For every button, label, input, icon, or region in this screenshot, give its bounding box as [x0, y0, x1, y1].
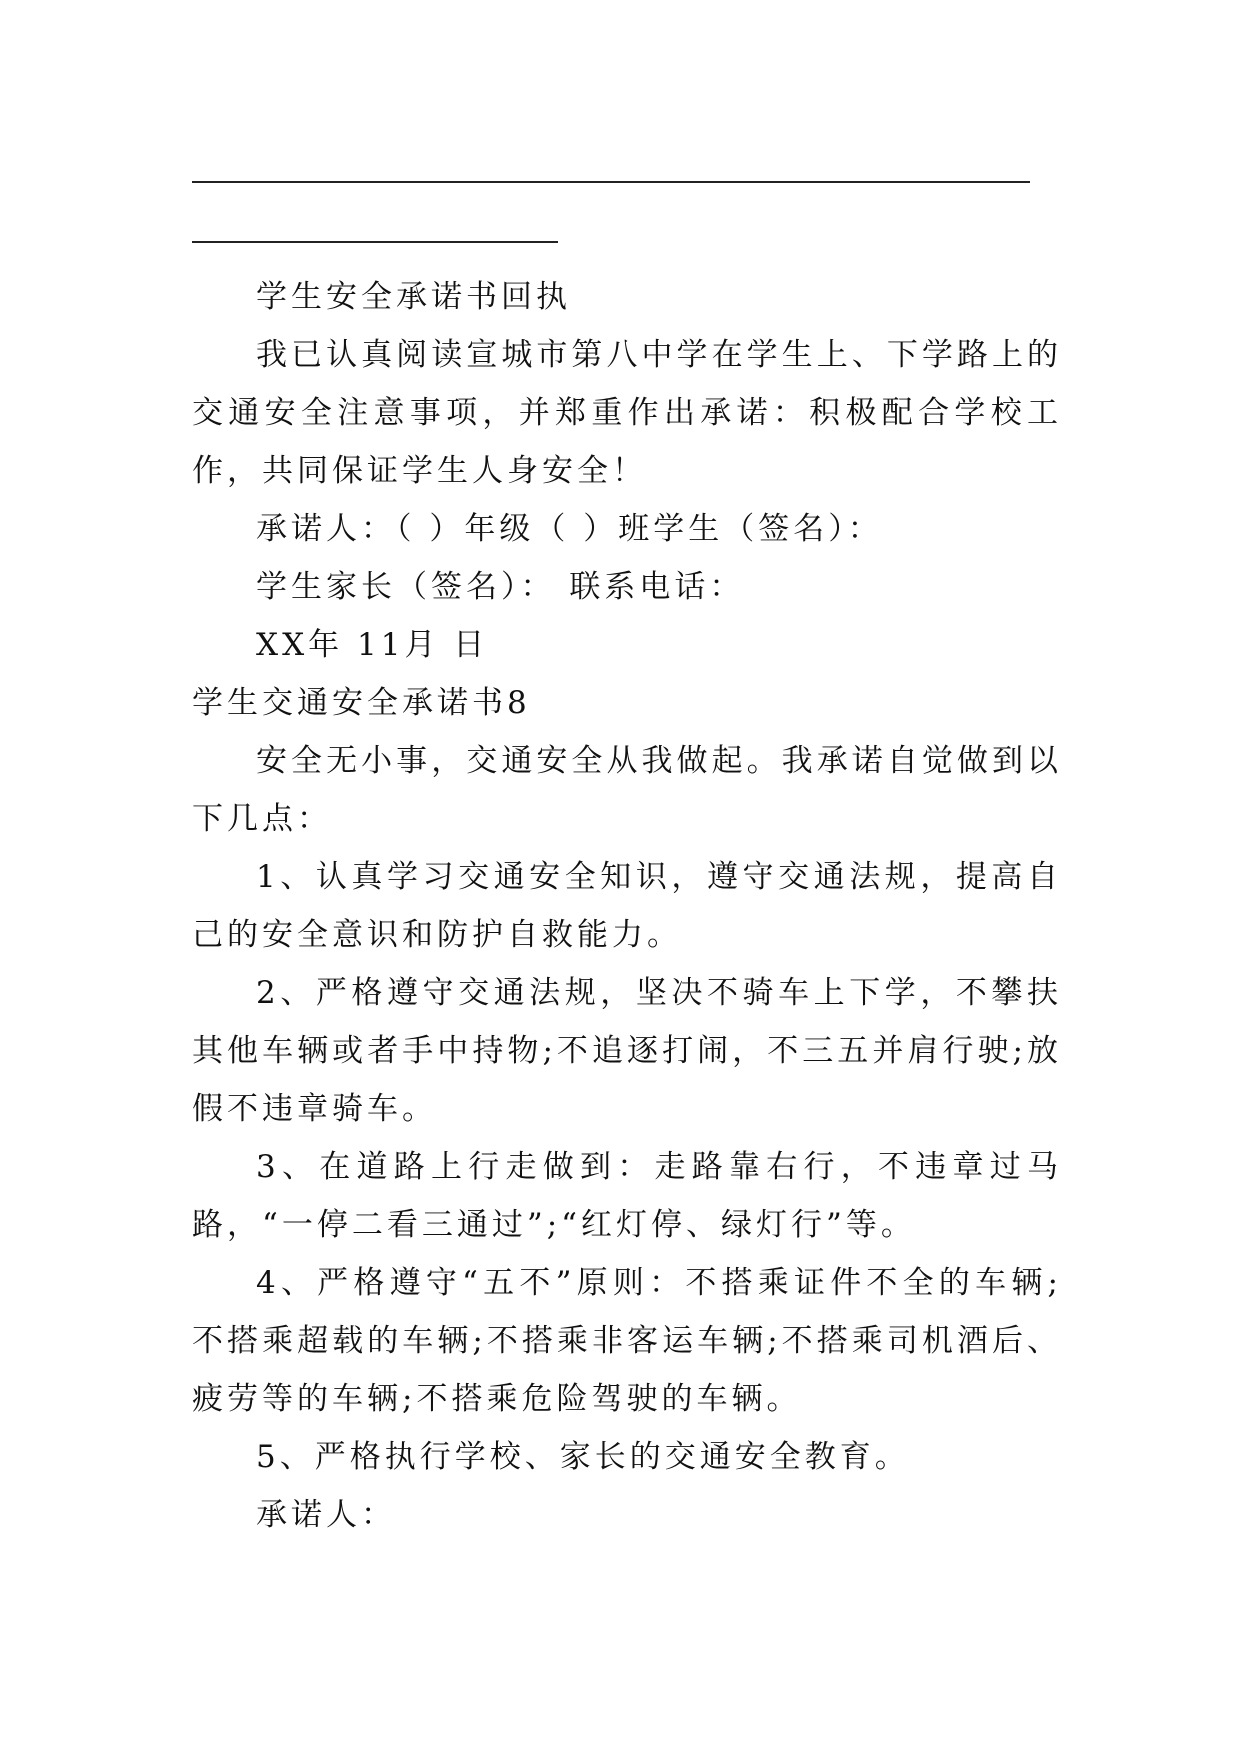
pledge-item-2: 2、严格遵守交通法规，坚决不骑车上下学，不攀扶其他车辆或者手中持物;不追逐打闹，不三五并肩行驶;放假不违章骑车。: [192, 975, 1062, 1127]
pledge-intro: 安全无小事，交通安全从我做起。我承诺自觉做到以下几点：: [192, 743, 1062, 837]
receipt-body: 我已认真阅读宣城市第八中学在学生上、下学路上的交通安全注意事项，并郑重作出承诺：积极配合学校工作，共同保证学生人身安全！: [192, 337, 1062, 489]
pledge-item-1: 1、认真学习交通安全知识，遵守交通法规，提高自己的安全意识和防护自救能力。: [192, 859, 1062, 953]
receipt-title: 学生安全承诺书回执: [256, 279, 571, 315]
pledge-item-3: 3、在道路上行走做到：走路靠右行，不违章过马路，“一停二看三通过”;“红灯停、绿灯行”等。: [192, 1149, 1062, 1243]
pledge-heading: 学生交通安全承诺书8: [192, 685, 531, 721]
pledge-item-4: 4、严格遵守“五不”原则：不搭乘证件不全的车辆;不搭乘超载的车辆;不搭乘非客运车辆;不搭乘司机酒后、疲劳等的车辆;不搭乘危险驾驶的车辆。: [192, 1265, 1062, 1417]
receipt-date-line: XX年 11月 日: [256, 627, 489, 663]
receipt-parent-line: 学生家长（签名）： 联系电话：: [256, 569, 745, 605]
document-body: [192, 268, 1062, 1544]
pledge-item-5: 5、严格执行学校、家长的交通安全教育。: [256, 1439, 910, 1475]
receipt-student-line: 承诺人：（ ）年级（ ）班学生（签名）：: [256, 511, 883, 547]
divider-line-long: [192, 181, 1030, 183]
pledge-signer-label: 承诺人：: [256, 1497, 396, 1533]
divider-line-short: [192, 241, 558, 243]
